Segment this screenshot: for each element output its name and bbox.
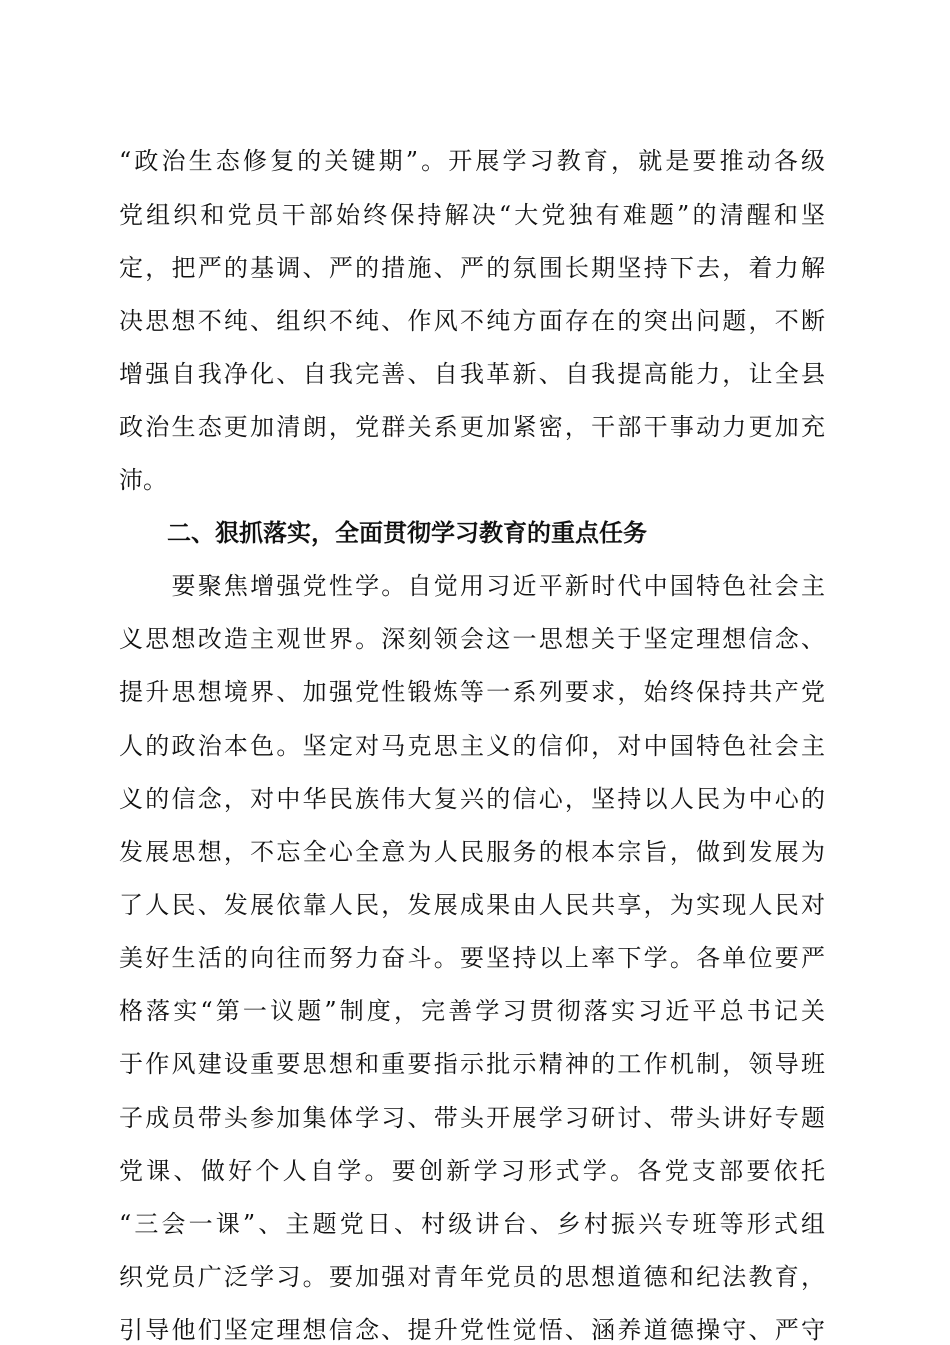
text-line: 定，把严的基调、严的措施、严的氛围长期坚持下去，着力解 [119,254,825,282]
text-line: 义思想改造主观世界。深刻领会这一思想关于坚定理想信念、 [119,625,825,653]
text-line: 人的政治本色。坚定对马克思主义的信仰，对中国特色社会主 [119,732,825,760]
text-line: 决思想不纯、组织不纯、作风不纯方面存在的突出问题，不断 [119,307,825,335]
text-line: 格落实“第一议题”制度，完善学习贯彻落实习近平总书记关 [119,997,825,1025]
text-line: 引导他们坚定理想信念、提升党性觉悟、涵养道德操守、严守 [119,1316,825,1344]
text-line: 了人民、发展依靠人民，发展成果由人民共享，为实现人民对 [119,891,825,919]
text-line: 子成员带头参加集体学习、带头开展学习研讨、带头讲好专题 [119,1104,825,1132]
text-line: “政治生态修复的关键期”。开展学习教育，就是要推动各级 [119,147,825,175]
text-line: 要聚焦增强党性学。自觉用习近平新时代中国特色社会主 [119,572,825,600]
text-line: 党组织和党员干部始终保持解决“大党独有难题”的清醒和坚 [119,201,825,229]
text-line: 织党员广泛学习。要加强对青年党员的思想道德和纪法教育， [119,1263,825,1291]
section-heading: 二、狠抓落实，全面贯彻学习教育的重点任务 [167,519,647,547]
text-line: 于作风建设重要思想和重要指示批示精神的工作机制，领导班 [119,1050,825,1078]
text-line: 增强自我净化、自我完善、自我革新、自我提高能力，让全县 [119,360,825,388]
text-line: 美好生活的向往而努力奋斗。要坚持以上率下学。各单位要严 [119,944,825,972]
text-line: 提升思想境界、加强党性锻炼等一系列要求，始终保持共产党 [119,678,825,706]
text-line: 义的信念，对中华民族伟大复兴的信心，坚持以人民为中心的 [119,785,825,813]
text-line: 沛。 [119,466,167,494]
text-line: “三会一课”、主题党日、村级讲台、乡村振兴专班等形式组 [119,1210,825,1238]
text-line: 政治生态更加清朗，党群关系更加紧密，干部干事动力更加充 [119,413,825,441]
text-line: 发展思想，不忘全心全意为人民服务的根本宗旨，做到发展为 [119,838,825,866]
text-line: 党课、做好个人自学。要创新学习形式学。各党支部要依托 [119,1157,825,1185]
